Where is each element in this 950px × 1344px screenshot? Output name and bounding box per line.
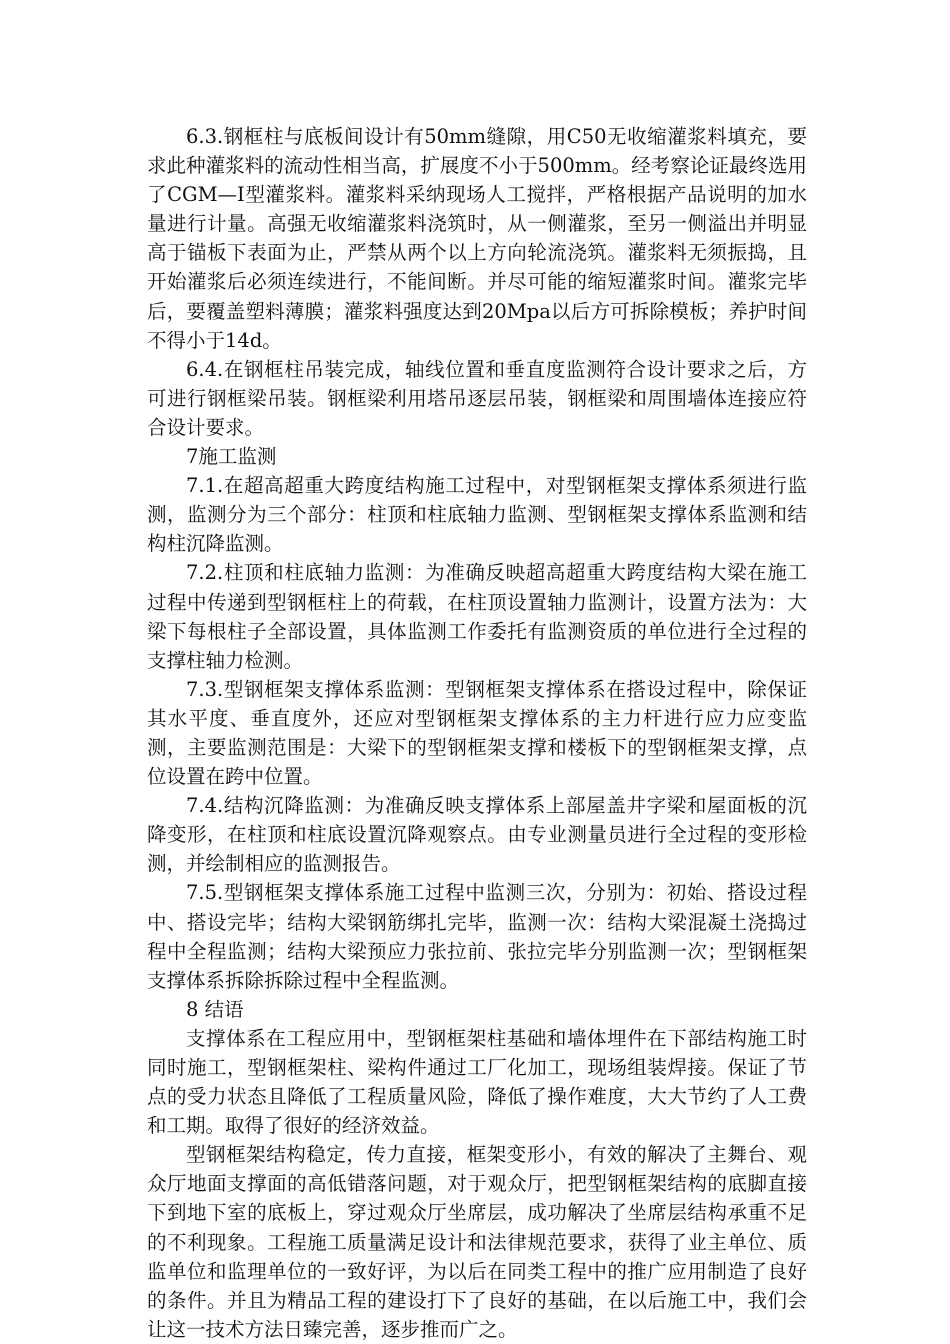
paragraph-conclusion-2: 型钢框架结构稳定，传力直接，框架变形小，有效的解决了主舞台、观众厅地面支撑面的高低错落问题，对于观众厅，把型钢框架结构的底脚直接下到地下室的底板上，穿过观众厅坐席层，成功解决了坐席层结构承重不足的不利现象。工程施工质量满足设计和法律规范要求，获得了业主单位、质监单位和监理单位的一致好评，为以后在同类工程中的推广应用制造了良好的条件。并且为精品工程的建设打下了良好的基础，在以后施工中，我们会让这一技术方法日臻完善，逐步推而广之。 [147,1143,807,1341]
paragraph-conclusion-1: 支撑体系在工程应用中，型钢框架柱基础和墙体埋件在下部结构施工时同时施工，型钢框架柱、梁构件通过工厂化加工，现场组装焊接。保证了节点的受力状态且降低了工程质量风险，降低了操作难度，大大节约了人工费和工期。取得了很好的经济效益。 [147,1026,807,1138]
paragraph-7-1: 7.1.在超高超重大跨度结构施工过程中，对型钢框架支撑体系须进行监测，监测分为三个部分：柱顶和柱底轴力监测、型钢框架支撑体系监测和结构柱沉降监测。 [147,474,807,556]
paragraph-7-3: 7.3.型钢框架支撑体系监测：型钢框架支撑体系在搭设过程中，除保证其水平度、垂直度外，还应对型钢框架支撑体系的主力杆进行应力应变监测，主要监测范围是：大梁下的型钢框架支撑和楼板下的型钢框架支撑，点位设置在跨中位置。 [147,677,807,789]
section-heading-7: 7施工监测 [186,445,277,469]
paragraph-6-3: 6.3.钢框柱与底板间设计有50mm缝隙，用C50无收缩灌浆料填充，要求此种灌浆料的流动性相当高，扩展度不小于500mm。经考察论证最终选用了CGM—I型灌浆料。灌浆料采纳现场人工搅拌，严格根据产品说明的加水量进行计量。高强无收缩灌浆料浇筑时，从一侧灌浆，至另一侧溢出并明显高于锚板下表面为止，严禁从两个以上方向轮流浇筑。灌浆料无须振捣，且开始灌浆后必须连续进行，不能间断。并尽可能的缩短灌浆时间。灌浆完毕后，要覆盖塑料薄膜；灌浆料强度达到20Mpa以后方可拆除模板；养护时间不得小于14d。 [147,125,807,352]
document-body [147,122,807,1344]
paragraph-6-4: 6.4.在钢框柱吊装完成，轴线位置和垂直度监测符合设计要求之后，方可进行钢框梁吊装。钢框梁利用塔吊逐层吊装，钢框梁和周围墙体连接应符合设计要求。 [147,357,807,439]
paragraph-7-4: 7.4.结构沉降监测：为准确反映支撑体系上部屋盖井字梁和屋面板的沉降变形，在柱顶和柱底设置沉降观察点。由专业测量员进行全过程的变形检测，并绘制相应的监测报告。 [147,794,807,876]
paragraph-7-2: 7.2.柱顶和柱底轴力监测：为准确反映超高超重大跨度结构大梁在施工过程中传递到型钢框柱上的荷载，在柱顶设置轴力监测计，设置方法为：大梁下每根柱子全部设置，具体监测工作委托有监测资质的单位进行全过程的支撑柱轴力检测。 [147,561,807,672]
paragraph-7-5: 7.5.型钢框架支撑体系施工过程中监测三次，分别为：初始、搭设过程中、搭设完毕；结构大梁钢筋绑扎完毕，监测一次：结构大梁混凝土浇捣过程中全程监测；结构大梁预应力张拉前、张拉完毕分别监测一次；型钢框架支撑体系拆除拆除过程中全程监测。 [147,881,807,992]
section-heading-8: 8 结语 [186,997,244,1021]
